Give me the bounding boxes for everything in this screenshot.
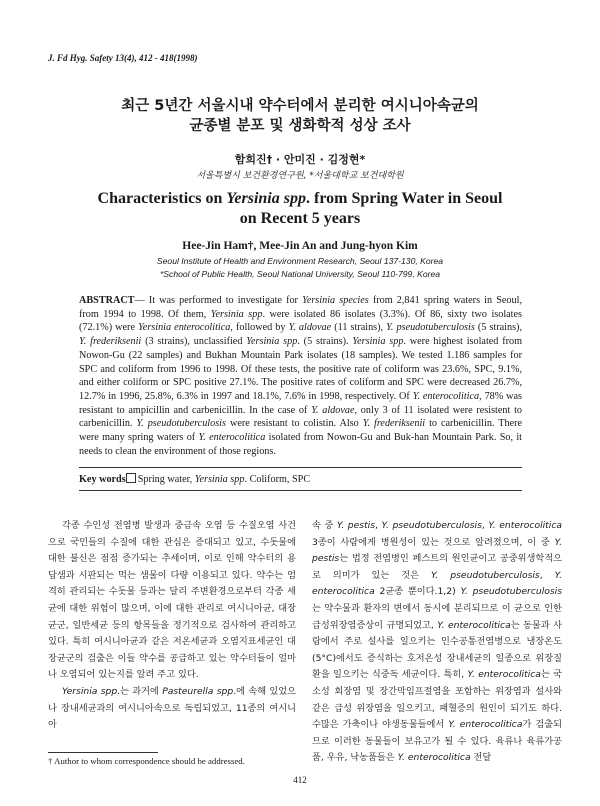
body-paragraph: Yersinia spp.는 과거에 Pasteurella spp.에 속해 있었으나 장내세균과의 여시니아속으로 독립되었고, 11종의 여시니아 — [48, 685, 297, 731]
english-title-line-2: on Recent 5 years — [239, 210, 361, 227]
keywords — [79, 473, 310, 485]
english-authors: Hee-Jin Ham†, Mee-Jin An and Jung-hyon Kim — [182, 240, 418, 252]
abstract-text: — It was performed to investigate for Yersinia species from 2,841 spring waters in Seoul, from 1994 to 1998. Of them, Yersinia spp. were isolated 86 isolates (3.3%). Of 86, sixty two isolates (72.1%) were Yersinia enterocolitica, followed by Y. aldovae (11 strains), Y. pseudotuberculosis (5 strains), Y. frederiksenii (3 strains), unclassified Yersinia spp. (5 strains). Yersinia spp. were highest isolated from Nowon-Gu (22 samples) and Bukhan Mountain Park isolates (18 samples). We tested 1.186 samples for SPC and coliform from 1996 to 1998. Of these tests, the positive rate of coliform was 23.6%, SPC, 9.1%, and either coliform or SPC positive 27.1%. The positive rates of coliform and SPC were decreased 26.7%, 12.7% in 1996, 25.8%, 6.3% in 1997 and 18.1%, 7.6% in 1998, respectively. Of Y. enterocolitica, 78% was resistant to ampicillin and carbenicillin. In the case of Y. aldovae, only 3 of 11 isolated were resistent to carbenicillin. Y. pseudotuberculosis were resistant to colistin. Also Y. frederiksenii to carbenicillin. There were many spring waters of Y. enterocolitica isolated from Nowon-Gu and Buk-han Mountain Park. So, it needs to clean the environment of those regions. — [79, 295, 523, 457]
keywords-text: Spring water, Yersinia spp. Coliform, SPC — [137, 474, 311, 485]
body-paragraph: 각종 수인성 전염병 발생과 중금속 오염 등 수질오염 사건으로 국민들의 수질에 대한 관심은 증대되고 있고, 수돗물에 대한 불신은 점점 증가되는 추세이며, 이로 인해 약수터의 용답샘과 시판되는 먹는 샘물이 다량 이용되고 있다. 약수는 엄격히 관리되는 수돗물 등과는 달리 주변환경으로부터 각종 세균에 대한 위험이 많으며, 이에 대한 관리로 여시니아균, 대장균군, 일반세균 등의 항목들을 정기적으로 검사하여 관리하고 있다. 특히 여시니아균과 같은 저온세균과 오염지표세균인 대장균군의 검출은 이들 약수를 공급하고 있는 약수터들이 얼마나 오염되어 있는지를 알려 주고 있다. — [48, 520, 296, 681]
korean-title-line-1: 최근 5년간 서울시내 약수터에서 분리한 여시니아속균의 — [121, 98, 479, 114]
english-affiliation-2: *School of Public Health, Seoul National University, Seoul 110-799, Korea — [159, 269, 441, 279]
abstract — [79, 294, 522, 458]
footnote: † Author to whom correspondence should be addressed. — [48, 756, 245, 766]
keywords-label: Key words — [79, 474, 126, 485]
keywords-bottom-rule — [79, 490, 522, 491]
page-number: 412 — [293, 775, 307, 785]
english-title-line-1: Characteristics on Yersinia spp. from Spring Water in Seoul — [97, 190, 503, 207]
keywords-top-rule — [79, 467, 522, 468]
abstract-label: ABSTRACT — [79, 295, 135, 306]
body-column-left — [48, 518, 296, 734]
english-affiliation-1: Seoul Institute of Health and Environment Research, Seoul 137-130, Korea — [156, 256, 444, 266]
footnote-rule — [48, 752, 158, 753]
body-column-right — [312, 518, 562, 767]
body-paragraph: 속 중 Y. pestis, Y. pseudotuberculosis, Y. enterocolitica 3종이 사람에게 병원성이 있는 것으로 알려졌으며, 이 중 Y. pestis는 법정 전염병인 페스트의 원인균이고 공중위생학적으로 의미가 있는 것은 Y. pseudotuberculosis, Y. enterocolitica 2균종 뿐이다.1,2) Y. pseudotuberculosis는 약수물과 환자의 변에서 동시에 분리되므로 이 균으로 인한 급성위장염증상이 규명되었고, Y. enterocolitica는 동물과 사람에서 주로 설사를 일으키는 인수공통전염병으로 냉장온도(5°C)에서도 증식하는 호저온성 장내세균의 일종으로 위장질환을 일으키는 식중독 세균이다. 특히, Y. enterocolitica는 국소성 회장염 및 장간막임프절염을 포함하는 위장염과 설사와 같은 급성 위장염을 일으키고, 패혈증의 원인이 되기도 하다. 수많은 가축이나 야생동물들에서 Y. enterocolitica가 검출되므로 이러한 동물들이 보유고가 될 수 있다. 육류나 육류가공품, 우유, 낙농품들은 Y. enterocolitica 전달 — [312, 520, 563, 764]
korean-title-line-2: 균종별 분포 및 생화학적 성상 조사 — [189, 118, 411, 134]
checkbox-square-icon — [126, 473, 136, 483]
korean-authors: 함희진† · 안미진 · 김정현* — [234, 153, 366, 166]
journal-citation: J. Fd Hyg. Safety 13(4), 412 - 418(1998) — [48, 53, 198, 63]
korean-affiliation: 서울특별시 보건환경연구원, *서울대학교 보건대학원 — [196, 171, 404, 181]
